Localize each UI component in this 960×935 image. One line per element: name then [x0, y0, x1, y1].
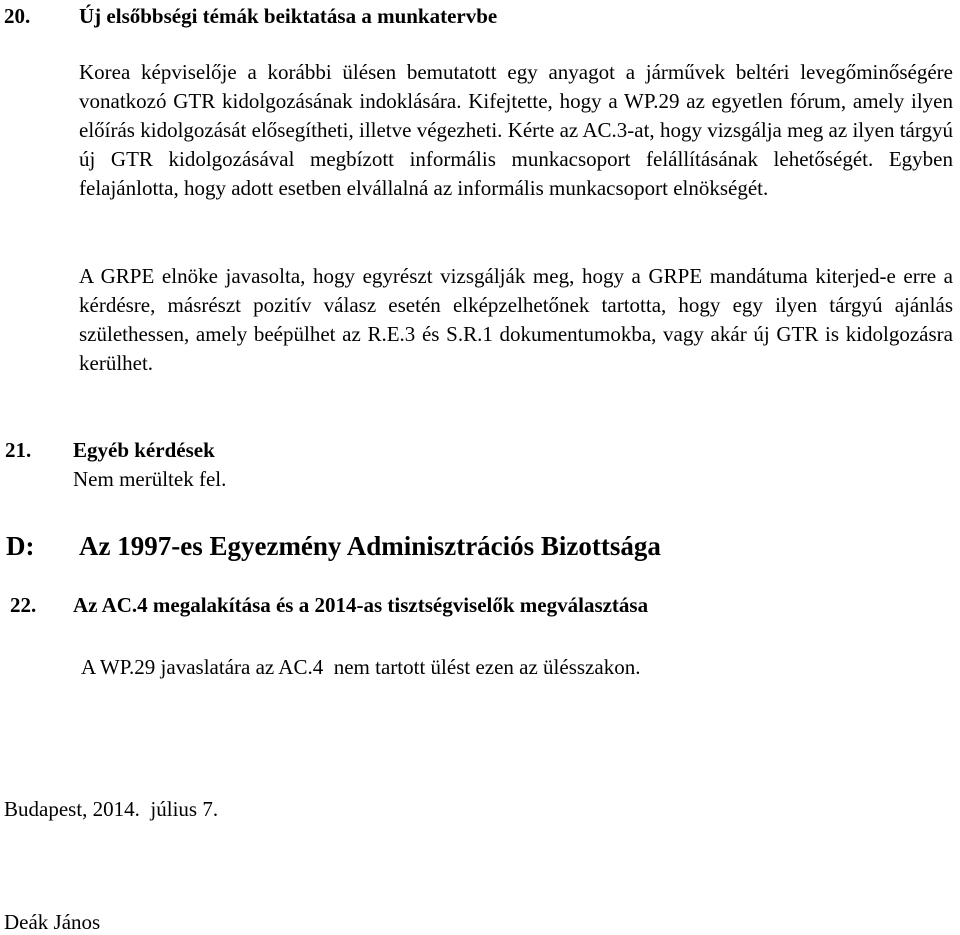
section-20-paragraph-1: Korea képviselője a korábbi ülésen bemutatott egy anyagot a járművek beltéri levegőminőségére vonatkozó GTR kidolgozásának indoklására. Kifejtette, hogy a WP.29 az egyetlen fórum, amely ilyen előírás kidolgozását elősegítheti, illetve végezheti. Kérte az AC.3-at, hogy vizsgálja meg az ilyen tárgyú új GTR kidolgozásával megbízott informális munkacsoport felállításának lehetőségét. Egyben felajánlotta, hogy adott esetben elvállalná az informális munkacsoport elnökségét. — [79, 60, 953, 200]
section-20-number: 20. — [4, 4, 31, 28]
section-21-number: 21. — [5, 438, 32, 462]
section-d-title: Az 1997-es Egyezmény Adminisztrációs Bizottsága — [79, 531, 661, 561]
section-20-title: Új elsőbbségi témák beiktatása a munkatervbe — [79, 4, 498, 28]
section-22-number: 22. — [10, 593, 37, 617]
section-22-text: A WP.29 javaslatára az AC.4 nem tartott ülést ezen az ülésszakon. — [81, 655, 641, 679]
place-and-date: Budapest, 2014. július 7. — [4, 797, 219, 821]
section-20-paragraph-2: A GRPE elnöke javasolta, hogy egyrészt vizsgálják meg, hogy a GRPE mandátuma kiterjed-e erre a kérdésre, másrészt pozitív válasz esetén elképzelhetőnek tartotta, hogy egy ilyen tárgyú ajánlás születhessen, amely beépülhet az R.E.3 és S.R.1 dokumentumokba, vagy akár új GTR is kidolgozásra kerülhet. — [79, 264, 953, 375]
section-21-text: Nem merültek fel. — [73, 467, 227, 491]
section-22-title: Az AC.4 megalakítása és a 2014-as tisztségviselők megválasztása — [73, 593, 649, 617]
signature-name: Deák János — [4, 910, 101, 934]
section-d-letter: D: — [6, 531, 35, 561]
section-21-title: Egyéb kérdések — [73, 438, 215, 462]
